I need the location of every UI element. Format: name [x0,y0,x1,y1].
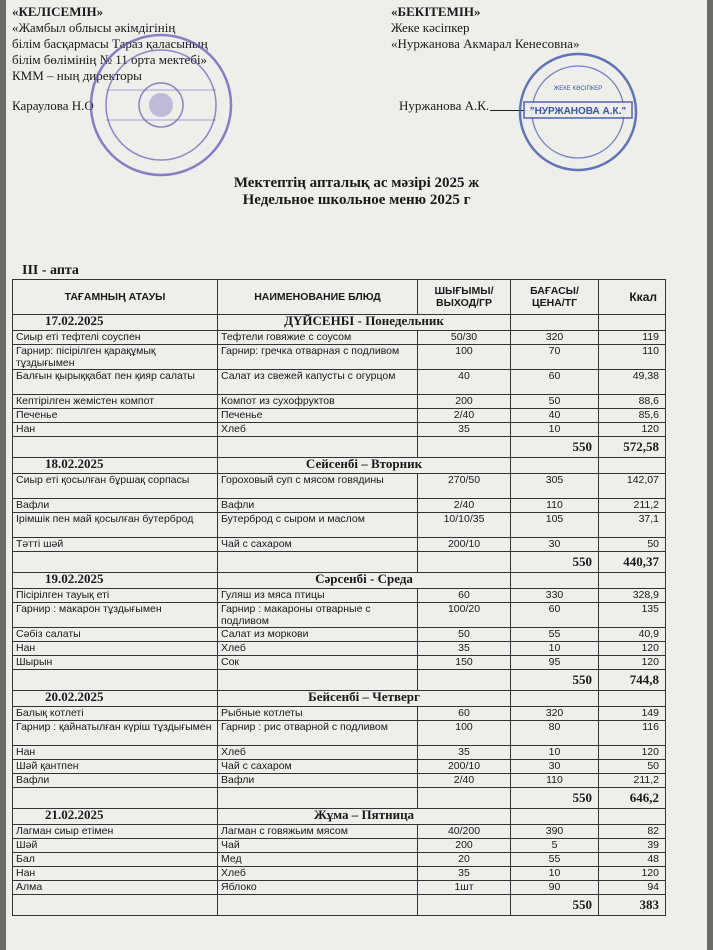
empty-cell [13,552,218,573]
day-header-row [13,458,666,474]
table-row [13,513,666,538]
empty-cell [511,458,599,474]
total-row [13,788,666,809]
dish-output: 2/40 [418,499,511,513]
table-row [13,628,666,642]
table-row [13,746,666,760]
dish-name-kz: Шәй қантпен [13,760,218,774]
dish-price: 10 [511,423,599,437]
dish-output: 150 [418,656,511,670]
dish-output: 40/200 [418,825,511,839]
day-date: 17.02.2025 [13,315,218,331]
dish-name-kz: Бал [13,853,218,867]
dish-name-ru: Хлеб [218,867,418,881]
dish-name-kz: Балық котлеті [13,707,218,721]
empty-cell [418,552,511,573]
dish-name-kz: Нан [13,867,218,881]
dish-kcal: 116 [599,721,666,746]
dish-price: 105 [511,513,599,538]
dish-kcal: 50 [599,538,666,552]
day-name: Жұма – Пятница [218,809,511,825]
dish-kcal: 85,6 [599,409,666,423]
table-row [13,839,666,853]
day-name: Сәрсенбі - Среда [218,573,511,589]
total-kcal: 572,58 [599,437,666,458]
empty-cell [418,437,511,458]
dish-name-ru: Хлеб [218,642,418,656]
empty-cell [418,670,511,691]
table-row [13,642,666,656]
empty-cell [218,788,418,809]
school-stamp-icon [86,30,236,180]
dish-kcal: 50 [599,760,666,774]
dish-price: 10 [511,746,599,760]
approval-left-line: КММ – ның директоры [12,68,142,83]
total-kcal: 646,2 [599,788,666,809]
dish-output: 100 [418,721,511,746]
table-row [13,721,666,746]
dish-output: 35 [418,746,511,760]
dish-kcal: 40,9 [599,628,666,642]
dish-kcal: 149 [599,707,666,721]
empty-cell [511,809,599,825]
dish-name-ru: Гуляш из мяса птицы [218,589,418,603]
menu-body [13,315,666,916]
day-date: 20.02.2025 [13,691,218,707]
dish-price: 55 [511,853,599,867]
document-sheet [6,0,707,950]
approval-left-line: білім бөлімінің № 11 орта мектебі» [12,52,208,67]
signature-left: Караулова Н.О [12,98,94,113]
empty-cell [218,670,418,691]
empty-cell [511,315,599,331]
dish-name-ru: Гарнир: гречка отварная с подливом [218,345,418,370]
column-header: ТАҒАМНЫҢ АТАУЫ [13,280,218,315]
dish-name-ru: Хлеб [218,423,418,437]
dish-name-ru: Лагман с говяжьим мясом [218,825,418,839]
dish-price: 95 [511,656,599,670]
dish-kcal: 49,38 [599,370,666,395]
dish-name-kz: Шәй [13,839,218,853]
total-kcal: 383 [599,895,666,916]
column-header: НАИМЕНОВАНИЕ БЛЮД [218,280,418,315]
dish-output: 50 [418,628,511,642]
title-kz: Мектептің апталық ас мәзірі 2025 ж [233,175,480,191]
day-date: 18.02.2025 [13,458,218,474]
empty-cell [13,895,218,916]
empty-cell [418,788,511,809]
day-header-row [13,809,666,825]
dish-kcal: 37,1 [599,513,666,538]
dish-name-kz: Алма [13,881,218,895]
table-row [13,760,666,774]
table-row [13,589,666,603]
dish-name-kz: Сиыр еті қосылған бұршақ сорпасы [13,474,218,499]
dish-price: 40 [511,409,599,423]
dish-kcal: 82 [599,825,666,839]
day-header-row [13,315,666,331]
table-row [13,853,666,867]
total-kcal: 440,37 [599,552,666,573]
approval-right-line: Жеке кәсіпкер [391,20,470,35]
dish-name-ru: Рыбные котлеты [218,707,418,721]
dish-name-ru: Хлеб [218,746,418,760]
table-row [13,656,666,670]
dish-name-kz: Гарнир : қайнатылған күріш тұздығымен [13,721,218,746]
dish-name-ru: Чай с сахаром [218,760,418,774]
dish-price: 320 [511,331,599,345]
dish-name-ru: Вафли [218,774,418,788]
table-row [13,603,666,628]
dish-output: 60 [418,707,511,721]
dish-name-kz: Гарнир: пісірілген қарақұмық тұздығымен [13,345,218,370]
dish-output: 200 [418,395,511,409]
empty-cell [599,573,666,589]
dish-kcal: 120 [599,423,666,437]
dish-name-kz: Ірімшік пен май қосылған бутерброд [13,513,218,538]
dish-name-kz: Нан [13,642,218,656]
total-price: 550 [511,895,599,916]
empty-cell [599,315,666,331]
dish-kcal: 328,9 [599,589,666,603]
dish-name-ru: Бутерброд с сыром и маслом [218,513,418,538]
approval-left-line: білім басқармасы Тараз қаласының [12,36,208,51]
dish-name-kz: Кептірілген жемістен компот [13,395,218,409]
dish-output: 2/40 [418,409,511,423]
dish-name-ru: Компот из сухофруктов [218,395,418,409]
table-row [13,499,666,513]
total-price: 550 [511,788,599,809]
dish-price: 305 [511,474,599,499]
dish-output: 35 [418,423,511,437]
dish-output: 1шт [418,881,511,895]
column-header: БАҒАСЫ/ ЦЕНА/ТГ [511,280,599,315]
dish-name-kz: Лагман сиыр етімен [13,825,218,839]
week-label: III - апта [22,263,79,278]
dish-kcal: 110 [599,345,666,370]
dish-name-kz: Тәтті шәй [13,538,218,552]
dish-kcal: 120 [599,642,666,656]
empty-cell [13,788,218,809]
total-row [13,670,666,691]
dish-name-ru: Тефтели говяжие с соусом [218,331,418,345]
empty-cell [599,458,666,474]
table-row [13,345,666,370]
dish-name-kz: Нан [13,423,218,437]
dish-name-kz: Печенье [13,409,218,423]
table-row [13,825,666,839]
approval-right-line: «Нуржанова Акмарал Кенесовна» [391,36,580,51]
empty-cell [599,809,666,825]
empty-cell [218,552,418,573]
dish-name-ru: Сок [218,656,418,670]
day-name: ДҮЙСЕНБІ - Понедельник [218,315,511,331]
approval-left-title: «КЕЛІСЕМІН» [12,4,104,19]
total-row [13,437,666,458]
approval-left-line: «Жамбыл облысы әкімдігінің [12,20,176,35]
dish-kcal: 39 [599,839,666,853]
total-row [13,552,666,573]
dish-name-ru: Яблоко [218,881,418,895]
total-price: 550 [511,670,599,691]
dish-price: 30 [511,538,599,552]
empty-cell [218,437,418,458]
dish-kcal: 142,07 [599,474,666,499]
dish-name-ru: Мед [218,853,418,867]
dish-name-ru: Печенье [218,409,418,423]
dish-name-kz: Гарнир : макарон тұздығымен [13,603,218,628]
dish-output: 35 [418,642,511,656]
dish-kcal: 211,2 [599,774,666,788]
approval-right-title: «БЕКІТЕМІН» [391,4,481,19]
dish-name-kz: Пісірілген тауық еті [13,589,218,603]
dish-name-kz: Вафли [13,499,218,513]
dish-kcal: 120 [599,746,666,760]
entrepreneur-stamp-icon [506,50,646,175]
table-row [13,867,666,881]
dish-price: 330 [511,589,599,603]
dish-kcal: 120 [599,656,666,670]
day-header-row [13,573,666,589]
dish-output: 20 [418,853,511,867]
menu-table [12,279,666,916]
dish-price: 10 [511,642,599,656]
dish-name-ru: Гарнир : рис отварной с подливом [218,721,418,746]
table-header-row [13,280,666,315]
dish-price: 80 [511,721,599,746]
dish-name-kz: Шырын [13,656,218,670]
table-row [13,538,666,552]
dish-price: 110 [511,499,599,513]
table-row [13,423,666,437]
table-row [13,409,666,423]
dish-name-ru: Салат из моркови [218,628,418,642]
table-row [13,395,666,409]
table-row [13,370,666,395]
dish-output: 35 [418,867,511,881]
dish-kcal: 119 [599,331,666,345]
dish-kcal: 94 [599,881,666,895]
total-price: 550 [511,552,599,573]
dish-price: 30 [511,760,599,774]
dish-kcal: 120 [599,867,666,881]
empty-cell [511,573,599,589]
day-date: 21.02.2025 [13,809,218,825]
empty-cell [218,895,418,916]
dish-kcal: 211,2 [599,499,666,513]
empty-cell [511,691,599,707]
dish-name-ru: Гороховый суп с мясом говядины [218,474,418,499]
dish-name-kz: Вафли [13,774,218,788]
empty-cell [13,670,218,691]
empty-cell [599,691,666,707]
table-row [13,881,666,895]
empty-cell [418,895,511,916]
dish-name-ru: Салат из свежей капусты с огурцом [218,370,418,395]
dish-name-kz: Нан [13,746,218,760]
day-name: Бейсенбі – Четверг [218,691,511,707]
dish-output: 50/30 [418,331,511,345]
dish-price: 110 [511,774,599,788]
dish-name-ru: Чай [218,839,418,853]
dish-output: 60 [418,589,511,603]
dish-name-kz: Балғын қырыққабат пен қияр салаты [13,370,218,395]
table-row [13,331,666,345]
dish-price: 5 [511,839,599,853]
signature-right: Нуржанова А.К. [399,98,490,113]
table-row [13,474,666,499]
dish-price: 60 [511,603,599,628]
dish-price: 10 [511,867,599,881]
title-ru: Недельное школьное меню 2025 г [242,192,471,208]
dish-output: 2/40 [418,774,511,788]
dish-name-ru: Гарнир : макароны отварные с подливом [218,603,418,628]
dish-price: 60 [511,370,599,395]
dish-output: 40 [418,370,511,395]
table-row [13,707,666,721]
dish-name-ru: Чай с сахаром [218,538,418,552]
dish-output: 200/10 [418,760,511,774]
day-date: 19.02.2025 [13,573,218,589]
dish-price: 50 [511,395,599,409]
stamp-small-text: ЖЕКЕ КӘСІПКЕР [553,86,603,92]
total-row [13,895,666,916]
table-row [13,774,666,788]
dish-output: 100 [418,345,511,370]
dish-price: 390 [511,825,599,839]
total-kcal: 744,8 [599,670,666,691]
empty-cell [13,437,218,458]
dish-price: 55 [511,628,599,642]
dish-output: 100/20 [418,603,511,628]
column-header: Ккал [599,280,666,315]
day-name: Сейсенбі – Вторник [218,458,511,474]
dish-kcal: 88,6 [599,395,666,409]
dish-name-ru: Вафли [218,499,418,513]
dish-output: 10/10/35 [418,513,511,538]
dish-kcal: 48 [599,853,666,867]
total-price: 550 [511,437,599,458]
column-header: ШЫҒЫМЫ/ ВЫХОД/ГР [418,280,511,315]
dish-price: 90 [511,881,599,895]
dish-output: 200/10 [418,538,511,552]
dish-price: 70 [511,345,599,370]
dish-price: 320 [511,707,599,721]
approval-block-right [391,4,691,52]
dish-output: 200 [418,839,511,853]
day-header-row [13,691,666,707]
dish-output: 270/50 [418,474,511,499]
stamp-name: "НУРЖАНОВА А.К." [529,106,627,117]
dish-name-kz: Сәбіз салаты [13,628,218,642]
dish-kcal: 135 [599,603,666,628]
dish-name-kz: Сиыр еті тефтелі соуспен [13,331,218,345]
